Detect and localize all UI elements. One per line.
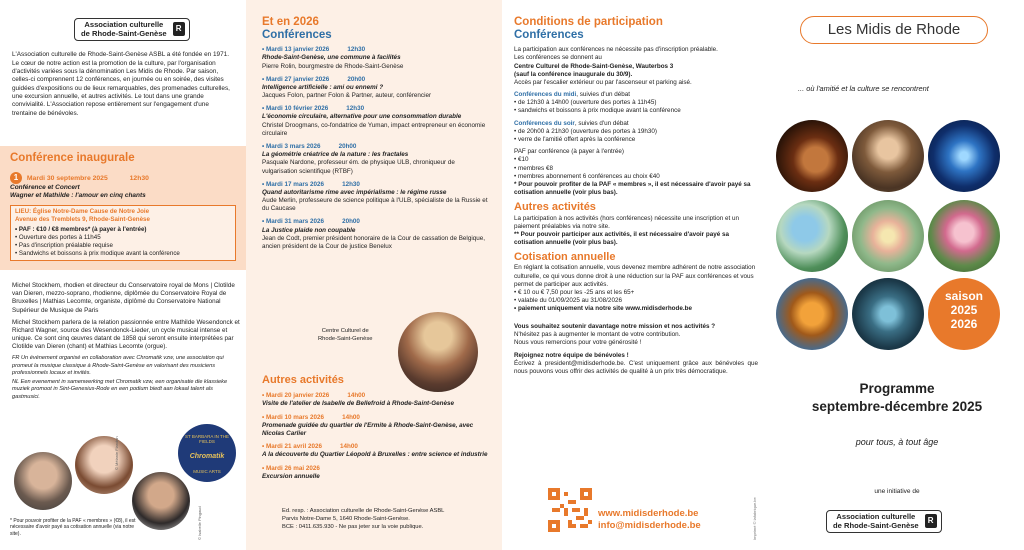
- event-time: 12h30: [346, 105, 365, 113]
- nl-note: NL Een evenement in samenwerking met Chromatik vzw, een organisatie die klassieke muziek promoot in Sint-Genesius-Rode en een podium biedt aan lokaal talent als gastmusici.: [12, 379, 228, 400]
- bullet: • Ouverture des portes à 11h45: [15, 234, 101, 241]
- number-badge: 1: [10, 172, 22, 184]
- activity-title: Visite de l'atelier de Isabelle de Bellefroid à Rhode-Saint-Genèse: [262, 400, 454, 408]
- event-title: L'économie circulaire, alternative pour une consommation durable: [262, 113, 462, 121]
- footnote: * Pour pouvoir profiter de la PAF « membres » (€8), il est nécessaire d'avoir payé sa cotisation annuelle (via notre site).: [10, 518, 136, 537]
- qr-code-icon[interactable]: [548, 488, 592, 532]
- association-logo-bottom: Association culturelle de Rhode-Saint-Genèse R: [826, 510, 942, 533]
- event-title: La Justice plaide non coupable: [262, 226, 356, 234]
- event-speaker: Aude Merlin, professeure de science politique à l'ULB, spécialiste de la Russie et du Caucase: [262, 197, 488, 213]
- text: , suivies d'un débat: [576, 91, 630, 99]
- programme-title: Programme septembre-décembre 2025: [811, 381, 983, 414]
- panel-association: [0, 0, 246, 550]
- benevoles-heading: Rejoignez notre équipe de bénévoles !: [514, 352, 629, 360]
- activity-date: • Mardi 20 janvier 2026: [262, 392, 330, 400]
- event-date: • Mardi 17 mars 2026: [262, 180, 325, 188]
- bullet: • paiement uniquement via notre site www.midisderhode.be: [514, 305, 692, 313]
- inaugural-box: [0, 146, 246, 270]
- activity-date: • Mardi 21 avril 2026: [262, 443, 322, 451]
- flowers-image: [928, 200, 1000, 272]
- event-time: 12h30: [342, 180, 360, 188]
- text: La participation à nos activités (hors conférences) nécessite une inscription et un paiement préalables via notre site.: [514, 214, 740, 230]
- association-logo: Association culturelle de Rhode-Saint-Genèse R: [0, 0, 246, 41]
- activity-time: 14h00: [342, 413, 360, 421]
- activity-time: 14h00: [339, 443, 358, 451]
- section-heading: Et en 2026 Conférences: [262, 16, 332, 41]
- activity-title: A la découverte du Quartier Léopold à Bruxelles : entre science et industrie: [262, 451, 488, 459]
- event-date: • Mardi 13 janvier 2026: [262, 46, 330, 54]
- event-speaker: Christel Droogmans, co-fondatrice de Yuman, impact entrepreneur en économie circulaire: [262, 121, 486, 137]
- venue-line1: LIEU: Église Notre-Dame Cause de Notre Joie: [15, 207, 150, 215]
- conference-item: [262, 76, 488, 101]
- tagline: ... où l'amitié et la culture se rencontrent: [798, 84, 929, 93]
- imprint: Imprimé © lafabrique.be: [752, 497, 757, 540]
- event-title: Rhode-Saint-Genèse, une commune à facilités: [262, 54, 401, 62]
- activity-date: • Mardi 10 mars 2026: [262, 413, 325, 421]
- butterfly-image: [776, 278, 848, 350]
- paf-heading: PAF par conférence (à payer à l'entrée): [514, 148, 624, 156]
- text: Les conférences se donnent au: [514, 54, 602, 62]
- event-title: Intelligence artificielle : ami ou ennemi ?: [262, 83, 384, 91]
- panel-2026: [246, 0, 502, 550]
- activity-item: [262, 443, 492, 459]
- portrait-mathias-lecomte: [132, 472, 190, 530]
- text: Accès par l'escalier extérieur ou par l'ascenseur et parking aisé.: [514, 78, 692, 86]
- panel-conditions: [502, 0, 770, 550]
- event-speaker: Pierre Rolin, bourgmestre de Rhode-Saint-Genèse: [262, 62, 404, 70]
- activity-title: Excursion annuelle: [262, 472, 320, 480]
- conference-item: [262, 105, 488, 138]
- activity-title: Promenade guidée du quartier de l'Ermite à Rhode-Saint-Genèse, avec Nicolas Carlier: [262, 421, 474, 437]
- badge-text: ST BARBARA IN THE FIELDS: [184, 434, 230, 445]
- text: N'hésitez pas à augmenter le montant de votre contribution.: [514, 330, 681, 338]
- bullet: • verre de l'amitié offert après la conférence: [514, 136, 636, 143]
- event-date: • Mardi 27 janvier 2026: [262, 75, 330, 83]
- venue-line2: Avenue des Tremblets 9, Rhode-Saint-Genèse: [15, 215, 150, 223]
- bullet: • membres abonnement 6 conférences au choix €40: [514, 172, 660, 180]
- autres-heading: Autres activités: [514, 201, 596, 214]
- activity-time: 14h00: [347, 392, 366, 400]
- event-time: 12h30: [347, 46, 366, 54]
- intro-text: L'Association culturelle de Rhode-Saint-Genèse ASBL a été fondée en 1971. Le cœur de notre action est la promotion de la culture, par l'organisation d'activités variées sous la dénomination Les Midis de Rhode. Par saison, celles-ci comprennent 12 conférences, en journée ou en soirée, des visites guidées d'expositions ou de lieux remarquables, des promenades culturelles, une excursion annuelle, et autres activités. Le tout dans une grande convivialité. L'Association repose entièrement sur l'engagement d'une trentaine de bénévoles.: [12, 51, 230, 117]
- flower-fractal-image: [852, 200, 924, 272]
- badge-name: Chromatik: [189, 452, 225, 460]
- editeur-responsable: Ed. resp. : Association culturelle de Rhode-Saint-Genèse ASBL Parvis Notre-Dame 5, 1640 Rhode-Saint-Genèse. BCE : 0411.635.930 - Ne pas jeter sur la voie publique.: [282, 508, 445, 530]
- paf-note: * Pour pouvoir profiter de la PAF « membres », il est nécessaire d'avoir payé sa cotisation annuelle (voir plus bas).: [514, 180, 751, 197]
- event-date: • Mardi 10 février 2026: [262, 105, 329, 113]
- credit: © Isabelle Pingaud: [197, 506, 202, 540]
- text: Nous vous remercions pour votre générosité !: [514, 338, 642, 346]
- activity-list: [262, 392, 492, 481]
- cotisation-heading: Cotisation annuelle: [514, 251, 616, 264]
- rhode-glyph-icon: R: [925, 514, 937, 528]
- autres-note: ** Pour pouvoir participer aux activités, il est nécessaire d'avoir payé sa cotisation annuelle (voir plus bas).: [514, 230, 729, 247]
- bullet: • sandwichs et boissons à prix modique avant la conférence: [514, 107, 681, 115]
- conference-item: [262, 181, 488, 214]
- bullet: • Pas d'inscription préalable requise: [15, 242, 113, 250]
- event-time: 20h00: [347, 75, 366, 83]
- portrait-michel-stockhem: [14, 452, 72, 510]
- midi-heading: Conférences du midi: [514, 91, 577, 99]
- violin-image: [776, 120, 848, 192]
- text: , suivies d'un débat: [574, 119, 629, 127]
- email-link[interactable]: info@midisderhode.be: [598, 520, 701, 532]
- paf-line: • PAF : €10 / €8 membres* (à payer à l'entrée): [15, 225, 147, 233]
- text: La participation aux conférences ne nécessite pas d'inscription préalable.: [514, 46, 718, 54]
- rhode-glyph-icon: R: [173, 22, 185, 36]
- conference-list: [262, 46, 488, 251]
- text: Écrivez à president@midisderhode.be. C'est uniquement grâce aux bénévoles que nous pouvons vous offrir des activités de qualité à un prix très démocratique.: [514, 360, 758, 376]
- description-text: Michel Stockhem parlera de la relation passionnée entre Mathilde Wesendonck et Richard Wagner, source des Wesendonck-Lieder, un cycle musical intense et unique. Ce sont cinq œuvres datant de 1858 qui seront ensuite interprétées par Clotilde van Dieren (chant) et Mathias Lecomte (orgue).: [12, 318, 240, 351]
- event-time: 20h00: [342, 218, 360, 226]
- panel-cover: [770, 0, 1024, 550]
- inaugural-time: 12h30: [129, 174, 149, 182]
- event-title: La géométrie créatrice de la nature : les fractales: [262, 151, 409, 159]
- ai-network-image: [928, 120, 1000, 192]
- pour-tous: pour tous, à tout âge: [855, 437, 939, 447]
- fr-note: FR Un événement organisé en collaboration avec Chromatik vzw, une association qui promeut la musique classique à Rhode-Saint-Genèse en valorisant des musiciens professionnels locaux et invités.: [12, 355, 224, 376]
- activity-date: • Mardi 26 mai 2026: [262, 464, 320, 472]
- inaugural-heading: Conférence inaugurale: [10, 152, 135, 164]
- speakers-text: Michel Stockhem, rhodien et directeur du Conservatoire royal de Mons | Clotilde van Dieren, mezzo-soprano, rhodienne, diplômée du Conservatoire Royal de Bruxelles | Mathias Lecomte, organiste, diplômé du Conservatoire National Supérieur de Musique de Paris: [12, 282, 235, 314]
- bullet: • de 20h00 à 21h30 (ouverture des portes à 19h30): [514, 127, 657, 135]
- bullet: • Sandwichs et boissons à prix modique avant la conférence: [15, 250, 180, 258]
- conference-item: [262, 218, 488, 251]
- portrait-painting-image: [852, 120, 924, 192]
- bullet: • € 10 ou € 7,50 pour les -25 ans et les 65+: [514, 289, 635, 296]
- bullet: • de 12h30 à 14h00 (ouverture des portes à 11h45): [514, 99, 657, 107]
- event-speaker: Jacques Folon, partner Folon & Partner, auteur, conférencier: [262, 92, 432, 100]
- text: (sauf la conférence inaugurale du 30/9).: [514, 70, 633, 78]
- event-speaker: Pasquale Nardone, professeur ém. de physique ULB, chroniqueur de vulgarisation scientifique (RTBF): [262, 159, 455, 175]
- inaugural-title1: Conférence et Concert: [10, 183, 80, 191]
- event-time: 20h00: [338, 143, 357, 150]
- activity-item: [262, 414, 492, 439]
- activity-item: [262, 392, 492, 408]
- soutien-heading: Vous souhaitez soutenir davantage notre mission et nos activités ?: [514, 322, 716, 330]
- bullet: • €10: [514, 156, 529, 164]
- website-link[interactable]: www.midisderhode.be: [598, 508, 699, 519]
- conference-item: [262, 46, 488, 71]
- midis-logo: [800, 16, 988, 44]
- bullet: • valable du 01/09/2025 au 31/08/2026: [514, 297, 622, 305]
- initiative-label: une initiative de: [874, 488, 920, 495]
- chromatik-badge: [178, 424, 236, 482]
- bullet: • membres €8: [514, 164, 553, 172]
- autres-heading: Autres activités: [262, 374, 344, 386]
- portrait-clotilde-van-dieren: [75, 436, 133, 494]
- venue-box: [10, 205, 236, 261]
- credit: © Mélanie Flandrin: [114, 436, 119, 470]
- event-date: • Mardi 3 mars 2026: [262, 143, 321, 150]
- earth-leaves-image: [776, 200, 848, 272]
- saison-badge: saison 2025 2026: [928, 278, 1000, 350]
- inaugural-title2: Wagner et Mathilde : l'amour en cinq chants: [10, 192, 146, 200]
- activity-item: [262, 465, 492, 481]
- event-title: Quand autoritarisme rime avec impérialisme : le régime russe: [262, 188, 447, 196]
- text: Centre Culturel de Rhode-Saint-Genèse, Wauterbos 3: [514, 62, 674, 70]
- event-speaker: Jean de Codt, premier président honoraire de la Cour de cassation de Belgique, ancien président de la Cour de justice Benelux: [262, 234, 485, 250]
- conditions-heading: Conditions de participation Conférences: [514, 16, 663, 41]
- event-date: • Mardi 31 mars 2026: [262, 218, 325, 226]
- soir-heading: Conférences du soir: [514, 119, 575, 127]
- centre-caption: Centre Culturel de Rhode-Saint-Genèse: [318, 328, 373, 342]
- logo-text: Les Midis de Rhode: [827, 21, 961, 38]
- text: En réglant la cotisation annuelle, vous devenez membre adhérent de notre association culturelle, ce qui vous donne droit à une réduction sur la PAF aux conférences et vous permet de participer aux activités.: [514, 264, 756, 288]
- inaugural-date: Mardi 30 septembre 2025: [26, 174, 108, 182]
- architecture-image: [852, 278, 924, 350]
- badge-sub: MUSIC ARTS: [193, 469, 221, 475]
- conference-item: [262, 143, 488, 176]
